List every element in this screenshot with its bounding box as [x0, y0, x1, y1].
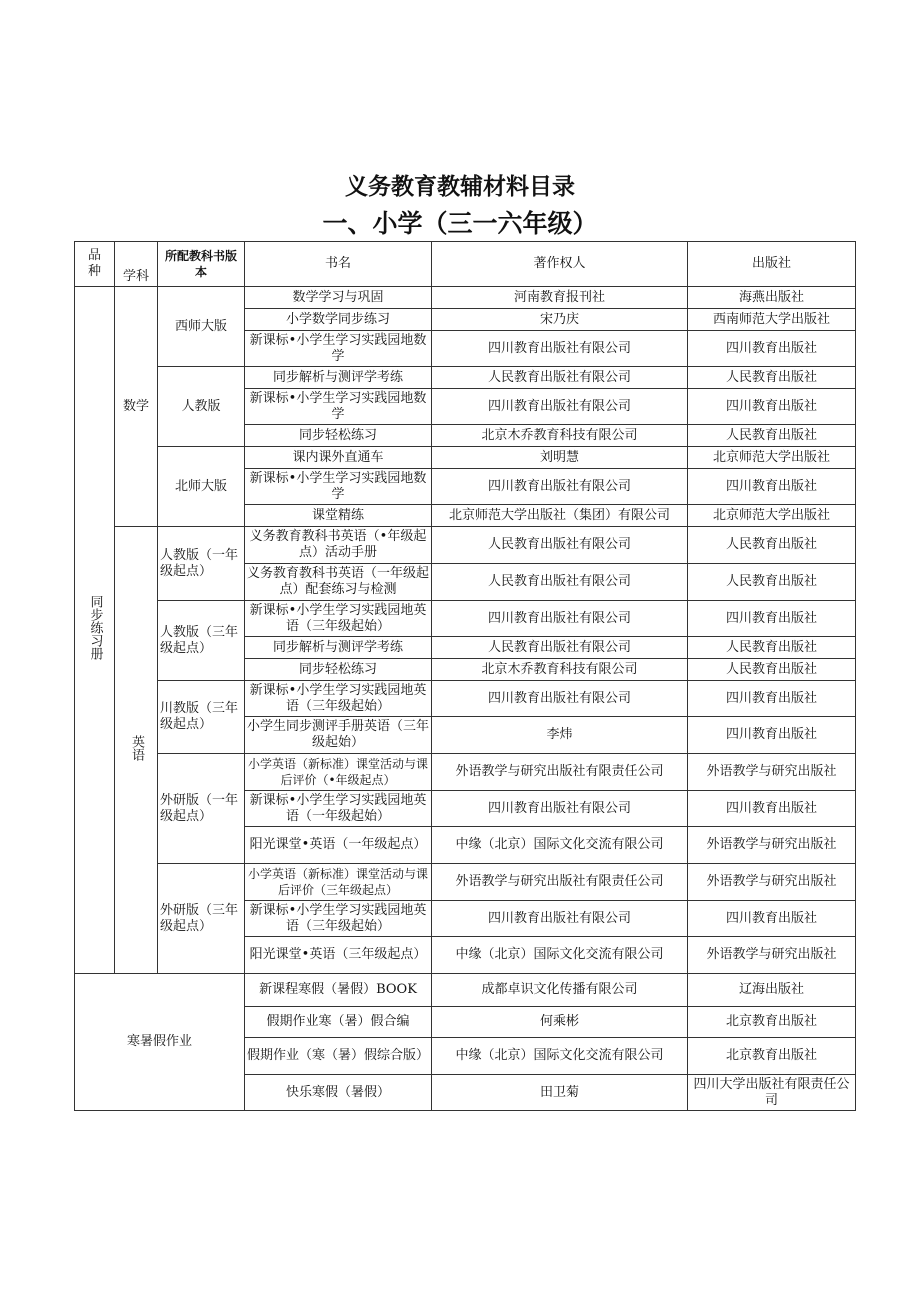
publisher-cell: 海燕出版社 — [688, 287, 856, 309]
author-cell: 刘明慧 — [432, 447, 688, 469]
author-cell: 四川教育出版社有限公司 — [432, 901, 688, 937]
edition-cell: 北师大版 — [158, 447, 245, 527]
publisher-cell: 四川教育出版社 — [688, 717, 856, 754]
header-book: 书名 — [245, 242, 432, 287]
author-cell: 四川教育出版社有限公司 — [432, 601, 688, 637]
author-cell: 河南教育报刊社 — [432, 287, 688, 309]
book-cell: 同步解析与测评学考练 — [245, 367, 432, 389]
catalog-table — [74, 241, 856, 1111]
author-cell: 田卫菊 — [432, 1075, 688, 1111]
book-cell: 小学英语（新标准）课堂活动与课后评价（•年级起点） — [245, 754, 432, 791]
edition-cell: 外研版（三年级起点） — [158, 864, 245, 974]
book-cell: 新课标•小学生学习实践园地数学 — [245, 389, 432, 425]
edition-cell: 外研版（一年级起点） — [158, 754, 245, 864]
book-cell: 同步解析与测评学考练 — [245, 637, 432, 659]
author-cell: 外语教学与研究出版社有限责任公司 — [432, 864, 688, 901]
header-subject: 学科 — [115, 242, 158, 287]
publisher-cell: 外语教学与研究出版社 — [688, 864, 856, 901]
author-cell: 北京师范大学出版社（集团）有限公司 — [432, 505, 688, 527]
header-author: 著作权人 — [432, 242, 688, 287]
book-cell: 假期作业（寒（暑）假综合版） — [245, 1038, 432, 1075]
publisher-cell: 外语教学与研究出版社 — [688, 754, 856, 791]
edition-cell: 人教版 — [158, 367, 245, 447]
table-row — [75, 367, 856, 389]
table-row — [75, 864, 856, 901]
edition-cell: 人教版（三年级起点） — [158, 601, 245, 681]
author-cell: 四川教育出版社有限公司 — [432, 681, 688, 717]
publisher-cell: 人民教育出版社 — [688, 367, 856, 389]
subject-english: 英语 — [115, 527, 158, 974]
book-cell: 阳光课堂•英语（三年级起点） — [245, 937, 432, 974]
table-row — [75, 601, 856, 637]
publisher-cell: 西南师范大学出版社 — [688, 309, 856, 331]
publisher-cell: 北京教育出版社 — [688, 1038, 856, 1075]
table-row — [75, 287, 856, 309]
header-category: 品 种 — [75, 242, 115, 287]
book-cell: 小学英语（新标准）课堂活动与课后评价（三年级起点） — [245, 864, 432, 901]
book-cell: 快乐寒假（暑假） — [245, 1075, 432, 1111]
author-cell: 北京木乔教育科技有限公司 — [432, 425, 688, 447]
book-cell: 同步轻松练习 — [245, 659, 432, 681]
book-cell: 新课标•小学生学习实践园地数学 — [245, 331, 432, 367]
subject-math: 数学 — [115, 287, 158, 527]
author-cell: 宋乃庆 — [432, 309, 688, 331]
publisher-cell: 北京教育出版社 — [688, 1007, 856, 1038]
author-cell: 外语教学与研究出版社有限责任公司 — [432, 754, 688, 791]
edition-cell: 人教版（一年级起点） — [158, 527, 245, 601]
publisher-cell: 人民教育出版社 — [688, 425, 856, 447]
author-cell: 中缘（北京）国际文化交流有限公司 — [432, 937, 688, 974]
book-cell: 小学数学同步练习 — [245, 309, 432, 331]
author-cell: 四川教育出版社有限公司 — [432, 389, 688, 425]
document-title: 义务教育教辅材料目录 — [345, 174, 575, 200]
table-row — [75, 681, 856, 717]
book-cell: 假期作业寒（暑）假合编 — [245, 1007, 432, 1038]
book-cell: 新课标•小学生学习实践园地英语（三年级起始） — [245, 681, 432, 717]
book-cell: 阳光课堂•英语（一年级起点） — [245, 827, 432, 864]
category-sync: 同步练习册 — [75, 287, 115, 974]
book-cell: 数学学习与巩固 — [245, 287, 432, 309]
publisher-cell: 北京师范大学出版社 — [688, 447, 856, 469]
publisher-cell: 外语教学与研究出版社 — [688, 937, 856, 974]
author-cell: 人民教育出版社有限公司 — [432, 637, 688, 659]
author-cell: 四川教育出版社有限公司 — [432, 331, 688, 367]
author-cell: 四川教育出版社有限公司 — [432, 791, 688, 827]
table-row — [75, 527, 856, 564]
publisher-cell: 北京师范大学出版社 — [688, 505, 856, 527]
publisher-cell: 四川教育出版社 — [688, 681, 856, 717]
publisher-cell: 四川教育出版社 — [688, 901, 856, 937]
table-row — [75, 974, 856, 1007]
author-cell: 何乘彬 — [432, 1007, 688, 1038]
publisher-cell: 四川教育出版社 — [688, 601, 856, 637]
category-holiday: 寒暑假作业 — [75, 974, 245, 1111]
book-cell: 义务教育教科书英语（一年级起点）配套练习与检测 — [245, 564, 432, 601]
publisher-cell: 四川教育出版社 — [688, 469, 856, 505]
book-cell: 新课标•小学生学习实践园地英语（三年级起始） — [245, 601, 432, 637]
section-title: 一、小学（三一六年级） — [322, 209, 598, 238]
book-cell: 新课标•小学生学习实践园地英语（一年级起始） — [245, 791, 432, 827]
book-cell: 同步轻松练习 — [245, 425, 432, 447]
author-cell: 北京木乔教育科技有限公司 — [432, 659, 688, 681]
book-cell: 小学生同步测评手册英语（三年级起始） — [245, 717, 432, 754]
header-edition: 所配教科书版本 — [158, 242, 245, 287]
book-cell: 新课标•小学生学习实践园地数学 — [245, 469, 432, 505]
table-row — [75, 754, 856, 791]
publisher-cell: 辽海出版社 — [688, 974, 856, 1007]
publisher-cell: 人民教育出版社 — [688, 637, 856, 659]
author-cell: 人民教育出版社有限公司 — [432, 367, 688, 389]
book-cell: 义务教育教科书英语（•年级起点）活动手册 — [245, 527, 432, 564]
book-cell: 课堂精练 — [245, 505, 432, 527]
author-cell: 李炜 — [432, 717, 688, 754]
author-cell: 人民教育出版社有限公司 — [432, 527, 688, 564]
publisher-cell: 人民教育出版社 — [688, 659, 856, 681]
book-cell: 课内课外直通车 — [245, 447, 432, 469]
author-cell: 中缘（北京）国际文化交流有限公司 — [432, 827, 688, 864]
publisher-cell: 人民教育出版社 — [688, 527, 856, 564]
table-row — [75, 447, 856, 469]
book-cell: 新课程寒假（暑假）BOOK — [245, 974, 432, 1007]
publisher-cell: 四川教育出版社 — [688, 389, 856, 425]
header-row — [75, 242, 856, 287]
edition-cell: 西师大版 — [158, 287, 245, 367]
publisher-cell: 外语教学与研究出版社 — [688, 827, 856, 864]
publisher-cell: 四川教育出版社 — [688, 331, 856, 367]
publisher-cell: 四川大学出版社有限责任公司 — [688, 1075, 856, 1111]
publisher-cell: 人民教育出版社 — [688, 564, 856, 601]
author-cell: 四川教育出版社有限公司 — [432, 469, 688, 505]
author-cell: 成都卓识文化传播有限公司 — [432, 974, 688, 1007]
edition-cell: 川教版（三年级起点） — [158, 681, 245, 754]
publisher-cell: 四川教育出版社 — [688, 791, 856, 827]
book-cell: 新课标•小学生学习实践园地英语（三年级起始） — [245, 901, 432, 937]
author-cell: 中缘（北京）国际文化交流有限公司 — [432, 1038, 688, 1075]
author-cell: 人民教育出版社有限公司 — [432, 564, 688, 601]
header-publisher: 出版社 — [688, 242, 856, 287]
